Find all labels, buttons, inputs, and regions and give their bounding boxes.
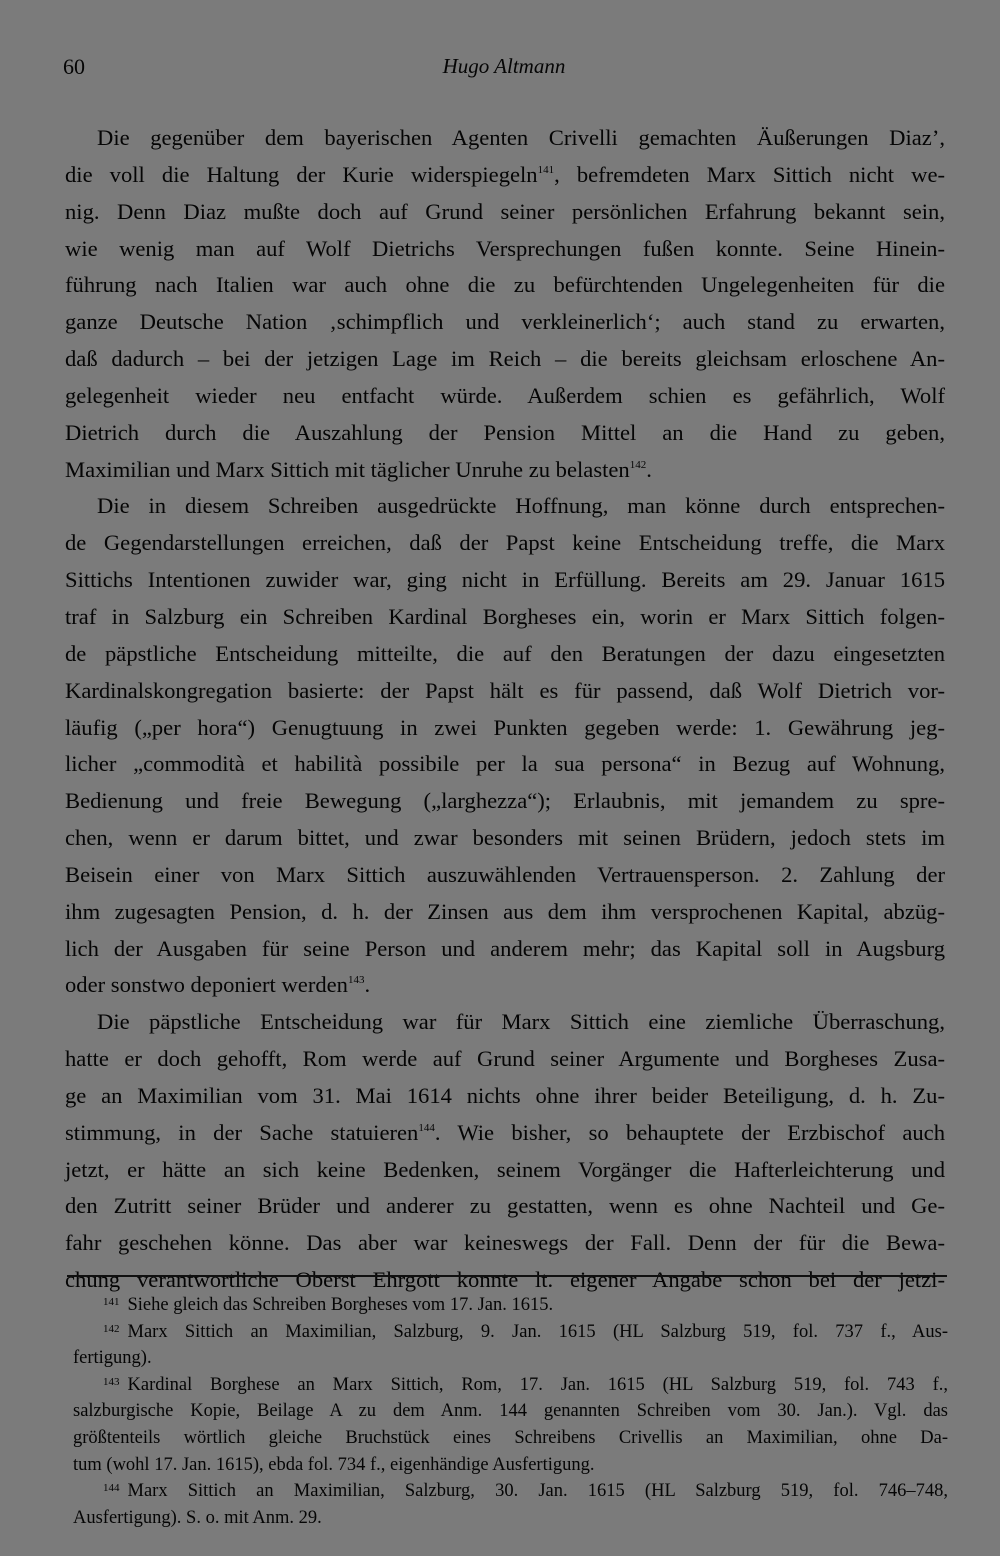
- body-line-text: läufig („per hora“) Genugtuung in zwei Punkten gegeben werde: 1. Gewährung jeg-: [65, 714, 945, 740]
- body-line: [65, 267, 945, 304]
- footnote: [73, 1292, 948, 1319]
- body-line: [65, 562, 945, 599]
- body-line-text: chen, wenn er darum bittet, und zwar besonders mit seinen Brüdern, jedoch stets im: [65, 825, 945, 851]
- footnote-reference: 142: [629, 458, 647, 471]
- body-line-text: Beisein einer von Marx Sittich auszuwählenden Vertrauensperson. 2. Zahlung der: [65, 861, 945, 887]
- body-line: [65, 931, 945, 968]
- body-line: [65, 194, 945, 231]
- footnote-text: Kardinal Borghese an Marx Sittich, Rom, 17. Jan. 1615 (HL Salzburg 519, fol. 743 f.,: [127, 1374, 948, 1395]
- body-line: [65, 1225, 945, 1262]
- body-line-text: hatte er doch gehofft, Rom werde auf Grund seiner Argumente und Borgheses Zusa-: [65, 1046, 945, 1072]
- body-line-text: Sittichs Intentionen zuwider war, ging nicht in Erfüllung. Bereits am 29. Januar 1615: [65, 567, 945, 593]
- footnote-continuation: [73, 1398, 948, 1425]
- body-text: [65, 120, 945, 1299]
- body-line: [65, 820, 945, 857]
- footnote-continuation: [73, 1345, 948, 1372]
- body-line-text: chung verantwortliche Oberst Ehrgott konnte lt. eigener Angabe schon bei der jetzi-: [65, 1267, 945, 1293]
- body-line: [65, 746, 945, 783]
- body-line-text: nig. Denn Diaz mußte doch auf Grund seiner persönlichen Erfahrung bekannt sein,: [65, 198, 945, 224]
- footnote-number: 143: [103, 1375, 120, 1388]
- body-line-text: Maximilian und Marx Sittich mit täglicher Unruhe zu belasten: [65, 456, 630, 482]
- body-line: [65, 304, 945, 341]
- body-line: [65, 857, 945, 894]
- body-line: [65, 378, 945, 415]
- body-line-text: licher „commodità et habilità possibile per la sua persona“ in Bezug auf Wohnung,: [65, 751, 945, 777]
- footnote-text: fertigung).: [73, 1348, 152, 1369]
- body-line-text: stimmung, in der Sache statuieren: [65, 1119, 419, 1145]
- body-line-text: Die päpstliche Entscheidung war für Marx Sittich eine ziemliche Überraschung,: [97, 1009, 945, 1035]
- body-line: [65, 894, 945, 931]
- body-line: [65, 636, 945, 673]
- footnote-continuation: [73, 1505, 948, 1532]
- body-line-text: lich der Ausgaben für seine Person und anderem mehr; das Kapital soll in Augsburg: [65, 935, 945, 961]
- footnote: [73, 1319, 948, 1346]
- body-line-text: traf in Salzburg ein Schreiben Kardinal Borgheses ein, worin er Marx Sittich folgen-: [65, 603, 945, 629]
- body-line-text: . Wie bisher, so behauptete der Erzbischof auch: [434, 1119, 946, 1145]
- footnote-continuation: [73, 1425, 948, 1452]
- body-line-text: , befremdeten Marx Sittich nicht we-: [554, 161, 946, 187]
- body-line: [65, 710, 945, 747]
- body-line: [65, 1152, 945, 1189]
- body-line-text: Bedienung und freie Bewegung („larghezza“); Erlaubnis, mit jemandem zu spre-: [65, 788, 945, 814]
- body-line-text: führung nach Italien war auch ohne die zu befürchtenden Ungelegenheiten für die: [65, 272, 945, 298]
- body-line-text: de päpstliche Entscheidung mitteilte, die auf den Beratungen der dazu eingesetzten: [65, 640, 945, 666]
- body-line-text: Kardinalskongregation basierte: der Papst hält es für passend, daß Wolf Dietrich vor-: [65, 677, 945, 703]
- body-line-text: de Gegendarstellungen erreichen, daß der Papst keine Entscheidung treffe, die Marx: [65, 530, 945, 556]
- body-line-text: ihm zugesagten Pension, d. h. der Zinsen aus dem ihm versprochenen Kapital, abzüg-: [65, 898, 945, 924]
- body-line: [65, 452, 945, 489]
- body-line: [65, 157, 945, 194]
- page-number: 60: [63, 54, 85, 79]
- body-line-text: jetzt, er hätte an sich keine Bedenken, seinem Vorgänger die Hafterleichterung und: [65, 1156, 945, 1182]
- footnote-text: Ausfertigung). S. o. mit Anm. 29.: [73, 1507, 322, 1528]
- footnotes: [73, 1292, 948, 1531]
- body-line-text: ganze Deutsche Nation ‚schimpflich und verkleinerlich‘; auch stand zu erwarten,: [65, 309, 945, 335]
- body-line: [65, 415, 945, 452]
- body-line-text: oder sonstwo deponiert werden: [65, 972, 348, 998]
- footnote-text: salzburgische Kopie, Beilage A zu dem Anm. 144 genannten Schreiben vom 30. Jan.). Vgl. das: [73, 1401, 948, 1422]
- body-line-text: daß dadurch – bei der jetzigen Lage im Reich – die bereits gleichsam erloschene An-: [65, 346, 945, 372]
- body-line: [65, 1004, 945, 1041]
- footnote-text: größtenteils wörtlich gleiche Bruchstück eines Schreibens Crivellis an Maximilian, ohne Da-: [73, 1427, 948, 1448]
- body-line: [65, 967, 945, 1004]
- running-head: Hugo Altmann: [442, 54, 566, 78]
- body-line: [65, 488, 945, 525]
- body-line-text: gelegenheit wieder neu entfacht würde. Außerdem schien es gefährlich, Wolf: [65, 382, 945, 408]
- footnote-text: Marx Sittich an Maximilian, Salzburg, 9. Jan. 1615 (HL Salzburg 519, fol. 737 f., Aus-: [127, 1321, 948, 1342]
- footnote: [73, 1478, 948, 1505]
- body-line: [65, 525, 945, 562]
- body-line-text: den Zutritt seiner Brüder und anderer zu gestatten, wenn es ohne Nachteil und Ge-: [65, 1193, 945, 1219]
- body-line: [65, 231, 945, 268]
- body-line-text: Dietrich durch die Auszahlung der Pension Mittel an die Hand zu geben,: [65, 419, 945, 445]
- footnote-number: 141: [103, 1296, 120, 1308]
- footnote-continuation: [73, 1452, 948, 1479]
- footnote-text: tum (wohl 17. Jan. 1615), ebda fol. 734 f., eigenhändige Ausfertigung.: [73, 1454, 595, 1475]
- body-line: [65, 673, 945, 710]
- footnote-reference: 144: [418, 1121, 435, 1134]
- body-line: [65, 1041, 945, 1078]
- body-line-text: wie wenig man auf Wolf Dietrichs Versprechungen fußen konnte. Seine Hinein-: [65, 235, 945, 261]
- footnote: [73, 1372, 948, 1399]
- body-line: [65, 1188, 945, 1225]
- footnote-separator: [67, 1275, 947, 1277]
- body-line-text: Die gegenüber dem bayerischen Agenten Crivelli gemachten Äußerungen Diaz’,: [97, 125, 945, 150]
- body-line: [65, 120, 945, 157]
- body-line: [65, 341, 945, 378]
- body-line-text: .: [364, 972, 371, 998]
- body-line-text: fahr geschehen könne. Das aber war keineswegs der Fall. Denn der für die Bewa-: [65, 1230, 945, 1256]
- body-line-text: Die in diesem Schreiben ausgedrückte Hoffnung, man könne durch entsprechen-: [97, 493, 945, 519]
- footnote-text: Siehe gleich das Schreiben Borgheses vom 17. Jan. 1615.: [127, 1295, 554, 1315]
- footnote-reference: 141: [537, 163, 555, 176]
- footnote-text: Marx Sittich an Maximilian, Salzburg, 30. Jan. 1615 (HL Salzburg 519, fol. 746–748,: [127, 1481, 948, 1502]
- body-line: [65, 599, 945, 636]
- page-header: [63, 54, 945, 88]
- body-line-text: ge an Maximilian vom 31. Mai 1614 nichts ohne ihrer beider Beteiligung, d. h. Zu-: [65, 1082, 945, 1108]
- footnote-number: 142: [103, 1322, 120, 1335]
- body-line-text: .: [646, 456, 652, 482]
- footnote-number: 144: [103, 1482, 120, 1495]
- body-line-text: die voll die Haltung der Kurie widerspiegeln: [65, 161, 538, 187]
- body-line: [65, 1078, 945, 1115]
- body-line: [65, 783, 945, 820]
- body-line: [65, 1115, 945, 1152]
- footnote-reference: 143: [347, 974, 365, 987]
